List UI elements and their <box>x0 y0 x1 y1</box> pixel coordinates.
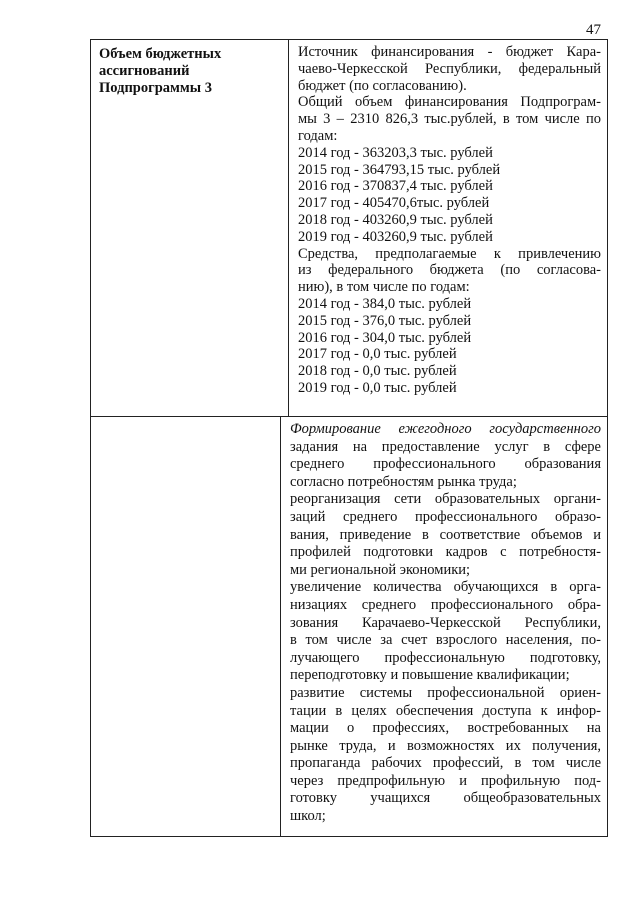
text-line: в том числе за счет взрослого населения, по- <box>290 632 601 649</box>
text-line: низациях среднего профессионального обра- <box>290 596 601 613</box>
text-line: зования Карачаево-Черкесской Республики, <box>290 614 601 631</box>
program-table <box>90 39 608 837</box>
text-line: Средства, предполагаемые к привлечению <box>298 245 601 262</box>
table-row-tasks <box>91 416 607 836</box>
text-line: готовку учащихся общеобразовательных <box>290 790 601 807</box>
text-line: 2014 год - 363203,3 тыс. рублей <box>298 144 493 161</box>
text-line: заций среднего профессионального образо- <box>290 508 601 525</box>
text-line: 2014 год - 384,0 тыс. рублей <box>298 295 472 312</box>
text-line: 2016 год - 304,0 тыс. рублей <box>298 329 472 346</box>
text-line: реорганизация сети образовательных органи- <box>290 491 601 508</box>
text-line: 2017 год - 405470,6тыс. рублей <box>298 195 490 212</box>
text-line: через предпрофильную и профильную под- <box>290 772 601 789</box>
budget-section-title: Объем бюджетных ассигнований Подпрограммы 3 <box>99 46 222 96</box>
text-line: тации в целях обеспечения доступа к инфор- <box>290 702 601 719</box>
text-line: 2018 год - 0,0 тыс. рублей <box>298 363 457 380</box>
text-line: Общий объем финансирования Подпрограм- <box>298 94 601 111</box>
text-line: чаево-Черкесской Республики, федеральный <box>298 60 601 77</box>
text-line: задания на предоставление услуг в сфере <box>290 438 601 455</box>
text-line: вания, приведение в соответствие объемов и <box>290 526 601 543</box>
text-line: профилей подготовки кадров с потребностя- <box>290 544 601 561</box>
page-number: 47 <box>586 22 601 38</box>
text-line: 2019 год - 0,0 тыс. рублей <box>298 379 457 396</box>
text-line: ми региональной экономики; <box>290 561 471 578</box>
table-cell-content <box>289 40 607 416</box>
text-line: 2017 год - 0,0 тыс. рублей <box>298 346 457 363</box>
text-line: развитие системы профессиональной ориен- <box>290 684 601 701</box>
text-line: переподготовку и повышение квалификации; <box>290 667 570 684</box>
text-line: школ; <box>290 808 326 825</box>
table-cell-label <box>91 40 289 416</box>
text-line: 2015 год - 364793,15 тыс. рублей <box>298 161 501 178</box>
text-line: увеличение количества обучающихся в орга- <box>290 579 601 596</box>
text-line: пропаганда рабочих профессий, в том числе <box>290 755 601 772</box>
text-line: 2019 год - 403260,9 тыс. рублей <box>298 228 493 245</box>
text-line: Формирование ежегодного государственного <box>290 421 601 437</box>
text-line: лучающего профессиональную подготовку, <box>290 649 601 666</box>
text-line: 2015 год - 376,0 тыс. рублей <box>298 312 472 329</box>
table-cell-label-empty <box>91 417 281 836</box>
text-line: 2018 год - 403260,9 тыс. рублей <box>298 211 493 228</box>
text-line: Источник финансирования - бюджет Кара- <box>298 44 601 60</box>
text-line: 2016 год - 370837,4 тыс. рублей <box>298 178 493 195</box>
text-line: мации о профессиях, востребованных на <box>290 720 601 737</box>
text-line: нию), в том числе по годам: <box>298 279 470 296</box>
text-line: годам: <box>298 127 338 144</box>
text-line: бюджет (по согласованию). <box>298 77 467 94</box>
table-cell-content <box>281 417 607 836</box>
text-line: рынке труда, и возможностях их получения, <box>290 737 601 754</box>
text-line: среднего профессионального образования <box>290 456 601 473</box>
table-row-budget <box>91 40 607 416</box>
text-line: из федерального бюджета (по согласова- <box>298 262 601 279</box>
text-line: согласно потребностям рынка труда; <box>290 473 517 490</box>
text-line: мы 3 – 2310 826,3 тыс.рублей, в том числе по <box>298 111 601 128</box>
